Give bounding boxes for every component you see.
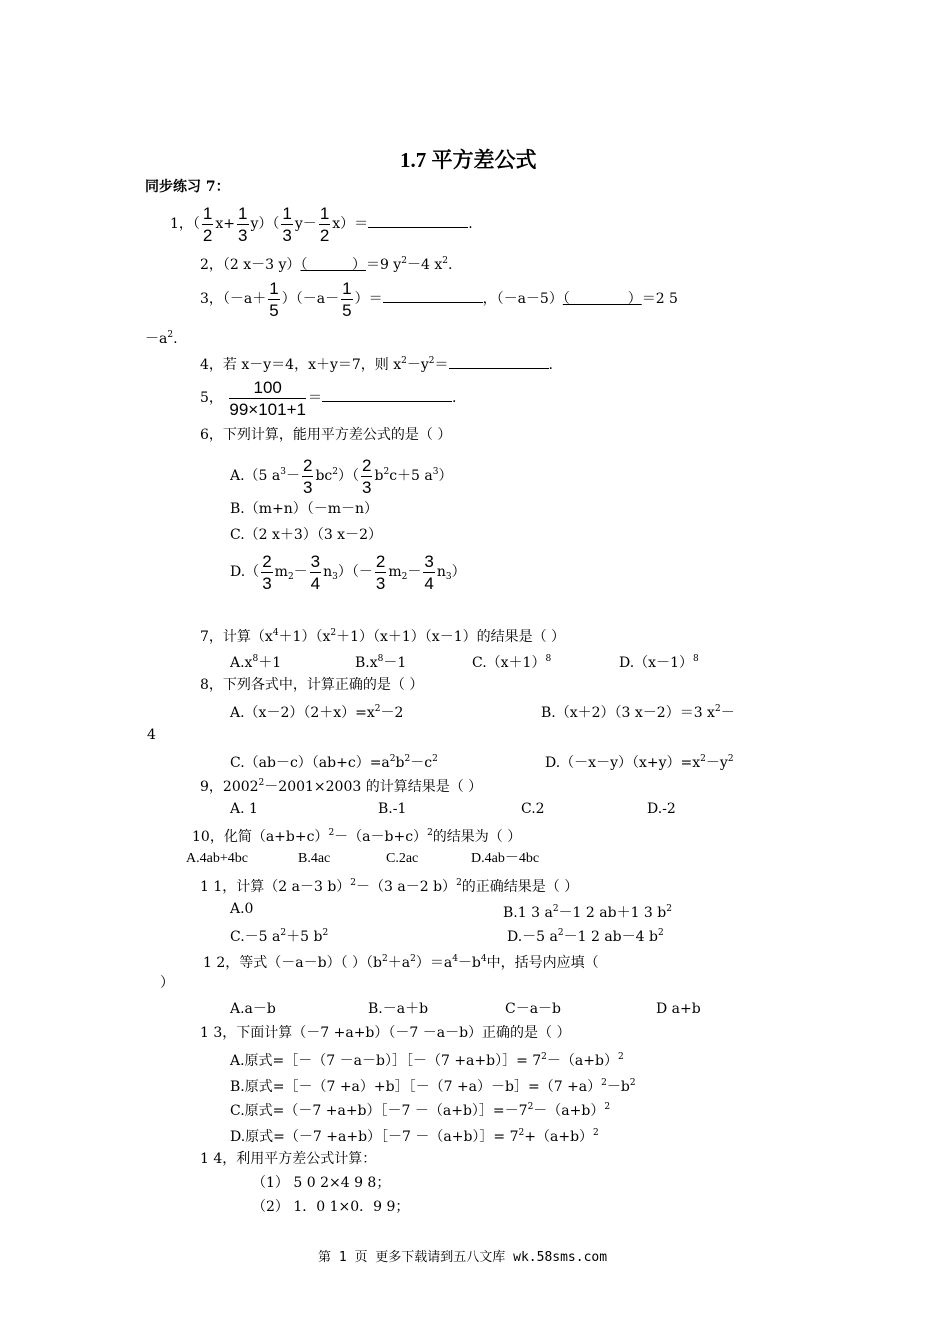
q11-option-a: A.0 bbox=[230, 901, 254, 917]
q9-option-c: C.2 bbox=[521, 801, 545, 817]
q6-option-b: B.（m+n）（－m－n） bbox=[230, 501, 379, 517]
page-footer: 第 1 页 更多下载请到五八文库 wk.58sms.com bbox=[318, 1250, 608, 1265]
q8-option-b-cont: 4 bbox=[147, 727, 156, 743]
q7-option-d: $D.(x-1)^8$ bbox=[619, 654, 699, 671]
q13-option-a: A.原式=［－（7 －a－b）］［－（7 +a+b）］= $7^2-(a+b)^2$ bbox=[230, 1052, 624, 1069]
page-title: 1.7 平方差公式 bbox=[400, 148, 537, 172]
q7-option-a: $A.x^8+1$ bbox=[230, 654, 282, 671]
q13-option-c: C.原式=（－7 +a+b）［－7 $-(a+b)]=-7^2-(a+b)^2$ bbox=[230, 1102, 611, 1119]
question-12-stem: 1 2，等式（－a－b）（ ）$(b^2+a^2)=a^4-b^4$中，括号内应填（ bbox=[203, 954, 599, 971]
q12-option-d: D a+b bbox=[656, 1001, 701, 1017]
q10-option-d: D.4ab－4bc bbox=[471, 851, 540, 866]
question-5: 5， $\frac{100}{99\times 101+1}$ ＝ . bbox=[200, 377, 457, 419]
q8-option-c: $C.(ab-c)(ab+c)=a^2b^2-c^2$ bbox=[230, 754, 438, 771]
q12-option-a: A.a－b bbox=[230, 1001, 276, 1017]
q9-option-a: A. 1 bbox=[230, 801, 258, 817]
question-4: 4，若 x－y＝4，x＋y＝7，则 $x^2-y^2=$ . bbox=[200, 356, 553, 373]
q6-option-c: C.（2 x＋3）（3 x－2） bbox=[230, 527, 382, 543]
q8-option-b: B.（x＋2）（3 x－2）＝3 $x^2-$ bbox=[541, 704, 735, 721]
answer-blank[interactable]: （ ） bbox=[300, 257, 366, 273]
q13-option-d: D.原式=（－7 +a+b）［－7 －（a+b）］= $7^2+(a+b)^2$ bbox=[230, 1128, 599, 1145]
question-14-stem: 1 4，利用平方差公式计算： bbox=[200, 1151, 377, 1167]
q7-option-b: $B.x^8-1$ bbox=[355, 654, 407, 671]
question-9-stem: 9，$2002^2-2001\times 2003$ 的计算结果是（ ） bbox=[200, 778, 483, 795]
answer-blank[interactable] bbox=[383, 288, 483, 303]
question-1: 1，（ $\frac{1}{2}$ x+ $\frac{1}{3}$ y）（ $\frac{1}{3}$ y－ $\frac{1}{2}$ x）＝ . bbox=[170, 203, 473, 245]
question-7-stem: 7，计算$(x^4+1)(x^2+1)(x+1)(x-1)$的结果是（ ） bbox=[200, 628, 566, 645]
question-3: 3，（－a＋ $\frac{1}{5}$ ）（－a－ $\frac{1}{5}$ ）＝ ，（－a－5）（ ）＝2 5 bbox=[200, 278, 678, 320]
q12-option-b: B.－a＋b bbox=[368, 1001, 429, 1017]
q13-option-b: B.原式=［－（7 +a）+b］［－（7 +a）－b］=（7 $+a)^2-b^2$ bbox=[230, 1078, 636, 1095]
q11-option-c: C.－5 $a^2+5$ $b^2$ bbox=[230, 928, 329, 945]
q12-option-c: C－a－b bbox=[505, 1001, 562, 1017]
q14-part-1: （1） 5 0 2×4 9 8； bbox=[252, 1175, 391, 1191]
q6-option-d: D.（ $\frac{2}{3}$ $m_2-$ $\frac{3}{4}$ $n_3)(-$ $\frac{2}{3}$ $m_2-$ $\frac{3}{4}$ $n_3$） bbox=[230, 551, 466, 593]
question-6-stem: 6，下列计算，能用平方差公式的是（ ） bbox=[200, 427, 452, 443]
answer-blank[interactable] bbox=[322, 387, 452, 402]
q10-option-c: C.2ac bbox=[386, 851, 419, 866]
q10-option-a: A.4ab+4bc bbox=[186, 851, 248, 866]
q6-option-a: A.（5 $a^3-$ $\frac{2}{3}$ $bc^2$）（ $\frac{2}{3}$ $b^2c+5$ $a^3$） bbox=[230, 455, 453, 497]
question-8-stem: 8，下列各式中，计算正确的是（ ） bbox=[200, 677, 424, 693]
question-2: 2，（2 x－3 y）（ ）＝9 $y^2-4$ $x^2$. bbox=[200, 256, 453, 273]
question-13-stem: 1 3，下面计算（－7 +a+b）（－7 －a－b）正确的是（ ） bbox=[200, 1025, 571, 1041]
q11-option-d: D.－5 $a^2-1$ 2 ab－4 $b^2$ bbox=[507, 928, 664, 945]
answer-blank[interactable]: （ ） bbox=[562, 291, 642, 307]
answer-blank[interactable] bbox=[368, 213, 468, 228]
question-10-stem: 10，化简$(a+b+c)^2-(a-b+c)^2$的结果为（ ） bbox=[192, 828, 522, 845]
q11-option-b: B.1 3 $a^2-1$ 2 ab＋1 3 $b^2$ bbox=[503, 904, 672, 921]
q8-option-d: $D.(-x-y)(x+y)=x^2-y^2$ bbox=[545, 754, 734, 771]
question-11-stem: 1 1，计算（2 a－3 b）$^2$－（3 a－2 b）$^2$的正确结果是（ ） bbox=[200, 878, 579, 895]
answer-blank[interactable] bbox=[449, 354, 549, 369]
question-12-cont: ） bbox=[160, 975, 174, 991]
q7-option-c: $C.(x+1)^8$ bbox=[472, 654, 552, 671]
q8-option-a: $A.(x-2)(2+x)=x^2-2$ bbox=[230, 704, 404, 721]
q14-part-2: （2） 1．0 1×0．9 9； bbox=[252, 1199, 410, 1215]
section-heading: 同步练习 7： bbox=[145, 179, 230, 195]
question-3-cont: $-a^2$. bbox=[145, 330, 178, 347]
q10-option-b: B.4ac bbox=[298, 851, 331, 866]
q9-option-b: B.-1 bbox=[378, 801, 407, 817]
q9-option-d: D.-2 bbox=[647, 801, 676, 817]
